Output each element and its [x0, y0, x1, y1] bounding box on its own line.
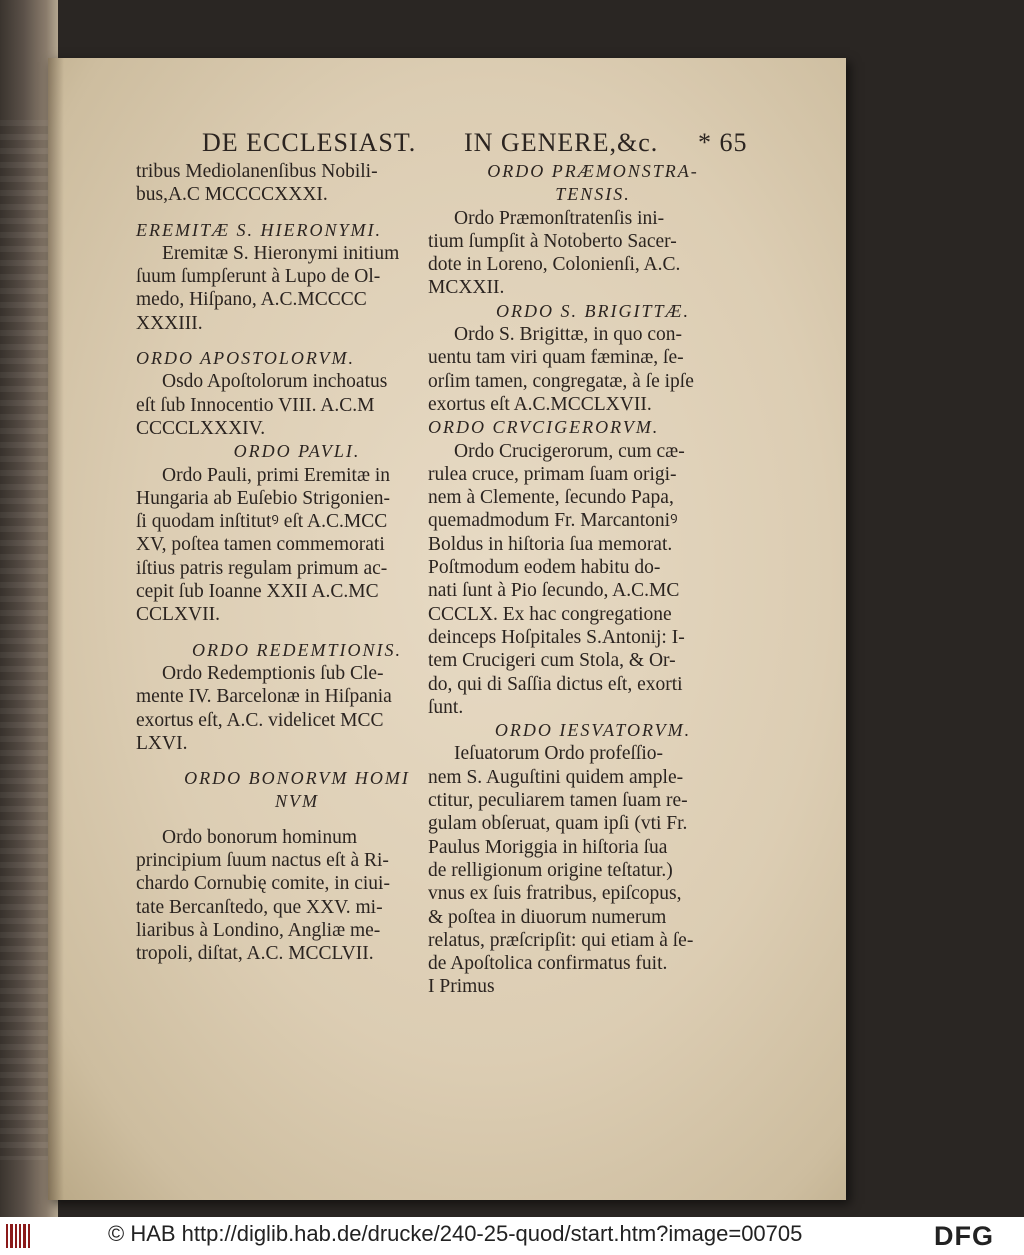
text-line: liaribus à Londino, Angliæ me- — [136, 919, 381, 941]
text-line: Ordo Crucigerorum, cum cæ- — [454, 440, 685, 462]
text-line: XV, poſtea tamen commemorati — [136, 534, 385, 556]
text-line: dote in Loreno, Colonienſi, A.C. — [428, 254, 681, 276]
text-line: MCXXII. — [428, 277, 505, 299]
text-line: LXVI. — [136, 732, 188, 754]
text-line: ctitur, peculiarem tamen ſuam re- — [428, 790, 688, 812]
text-line: & poſtea in diuorum numerum — [428, 906, 667, 928]
dfg-logo: DFG — [934, 1221, 994, 1251]
text-line: tropoli, diſtat, A.C. MCCLVII. — [136, 943, 374, 965]
text-line: gulam obſeruat, quam ipſi (vti Fr. — [428, 813, 688, 835]
section-heading: ORDO BONORVM HOMI — [184, 768, 410, 789]
text-line: nati ſunt à Pio ſecundo, A.C.MC — [428, 580, 680, 602]
text-line: Ieſuatorum Ordo profeſſio- — [454, 743, 664, 765]
text-line: exortus eſt A.C.MCCLXVII. — [428, 393, 652, 415]
copyright-url[interactable]: © HAB http://diglib.hab.de/drucke/240-25-quod/start.htm?image=00705 — [108, 1221, 803, 1246]
text-line: mente IV. Barcelonæ in Hiſpania — [136, 686, 392, 708]
text-line: Hungaria ab Euſebio Strigonien- — [136, 487, 390, 509]
section-heading: ORDO PAVLI. — [233, 441, 361, 462]
text-line: ſunt. — [428, 696, 464, 718]
left-column — [136, 160, 458, 966]
text-line: uentu tam viri quam fæminæ, ſe- — [428, 347, 684, 369]
line-gap — [136, 814, 458, 826]
text-line: chardo Cornubię comite, in ciui- — [136, 873, 390, 895]
running-head-right: IN GENERE,&c. — [464, 128, 659, 157]
page-gutter — [48, 58, 64, 1200]
footer-bar — [0, 1217, 1024, 1255]
text-line: I Primus — [428, 976, 495, 998]
section-heading: ORDO S. BRIGITTÆ. — [496, 300, 690, 321]
text-line: ſi quodam inſtitutꝰ eſt A.C.MCC — [136, 511, 388, 533]
page-number: * 65 — [698, 128, 748, 157]
text-line: Paulus Moriggia in hiſtoria ſua — [428, 836, 668, 858]
text-line: tribus Mediolanenſibus Nobili- — [136, 161, 378, 182]
text-line: bus,A.C MCCCCXXXI. — [136, 184, 328, 206]
text-line: Osdo Apoſtolorum inchoatus — [162, 371, 388, 393]
section-heading: EREMITÆ S. HIERONYMI. — [136, 219, 382, 240]
text-line: ſuum ſumpſerunt à Lupo de Ol- — [136, 266, 381, 288]
line-gap — [136, 627, 458, 639]
text-line: tate Bercanſtedo, que XXV. mi- — [136, 896, 383, 918]
running-head — [202, 128, 762, 162]
text-line: Eremitæ S. Hieronymi initium — [162, 242, 400, 264]
text-line: tium ſumpſit à Notoberto Sacer- — [428, 230, 677, 252]
section-heading: NVM — [275, 791, 319, 812]
section-heading: TENSIS. — [555, 184, 631, 205]
hab-logo-icon — [6, 1224, 30, 1248]
text-line: eſt ſub Innocentio VIII. A.C.M — [136, 394, 375, 416]
text-line: Ordo Redemptionis ſub Cle- — [162, 662, 384, 684]
text-line: orſim tamen, congregatæ, à ſe ipſe — [428, 370, 694, 392]
text-line: nem à Clemente, ſecundo Papa, — [428, 487, 674, 509]
text-line: principium ſuum nactus eſt à Ri- — [136, 850, 389, 872]
section-heading: ORDO PRÆMONSTRA- — [487, 161, 699, 181]
line-gap — [136, 207, 458, 219]
text-line: quemadmodum Fr. Marcantoniꝰ — [428, 510, 678, 532]
text-line: de relligionum origine teſtatur.) — [428, 859, 673, 881]
text-line: exortus eſt, A.C. videlicet MCC — [136, 709, 384, 731]
text-line: Boldus in hiſtoria ſua memorat. — [428, 533, 673, 555]
text-line: Ordo S. Brigittæ, in quo con- — [454, 324, 683, 346]
text-line: nem S. Auguſtini quidem ample- — [428, 766, 684, 788]
text-line: Ordo Pauli, primi Eremitæ in — [162, 464, 391, 486]
text-line: XXXIII. — [136, 312, 203, 334]
section-heading: ORDO APOSTOLORVM. — [136, 348, 356, 369]
text-line: tem Crucigeri cum Stola, & Or- — [428, 650, 676, 672]
book-page — [48, 58, 846, 1200]
text-line: do, qui di Saſſia dictus eſt, exorti — [428, 673, 683, 695]
text-line: CCLXVII. — [136, 604, 220, 626]
text-line: medo, Hiſpano, A.C.MCCCC — [136, 289, 367, 311]
text-line: Poſtmodum eodem habitu do- — [428, 557, 661, 579]
section-heading: ORDO REDEMTIONIS. — [192, 639, 402, 660]
text-line: Ordo bonorum hominum — [162, 826, 357, 848]
text-line: relatus, præſcripſit: qui etiam à ſe- — [428, 929, 694, 951]
text-line: CCCLX. Ex hac congregatione — [428, 603, 672, 625]
text-line: vnus ex ſuis fratribus, epiſcopus, — [428, 883, 682, 905]
text-line: rulea cruce, primam ſuam origi- — [428, 463, 677, 485]
text-line: iſtius patris regulam primum ac- — [136, 557, 388, 579]
line-gap — [136, 335, 458, 347]
text-line: Ordo Præmonſtratenſis ini- — [454, 207, 665, 229]
section-heading: ORDO IESVATORVM. — [494, 720, 692, 741]
running-head-left: DE ECCLESIAST. — [202, 128, 417, 157]
line-gap — [136, 755, 458, 767]
text-line: de Apoſtolica confirmatus fuit. — [428, 953, 668, 975]
text-line: CCCCLXXXIV. — [136, 417, 266, 439]
right-column — [428, 160, 758, 999]
section-heading: ORDO CRVCIGERORVM. — [428, 417, 660, 438]
text-line: cepit ſub Ioanne XXII A.C.MC — [136, 581, 379, 603]
text-line: deinceps Hoſpitales S.Antonij: I- — [428, 626, 685, 648]
